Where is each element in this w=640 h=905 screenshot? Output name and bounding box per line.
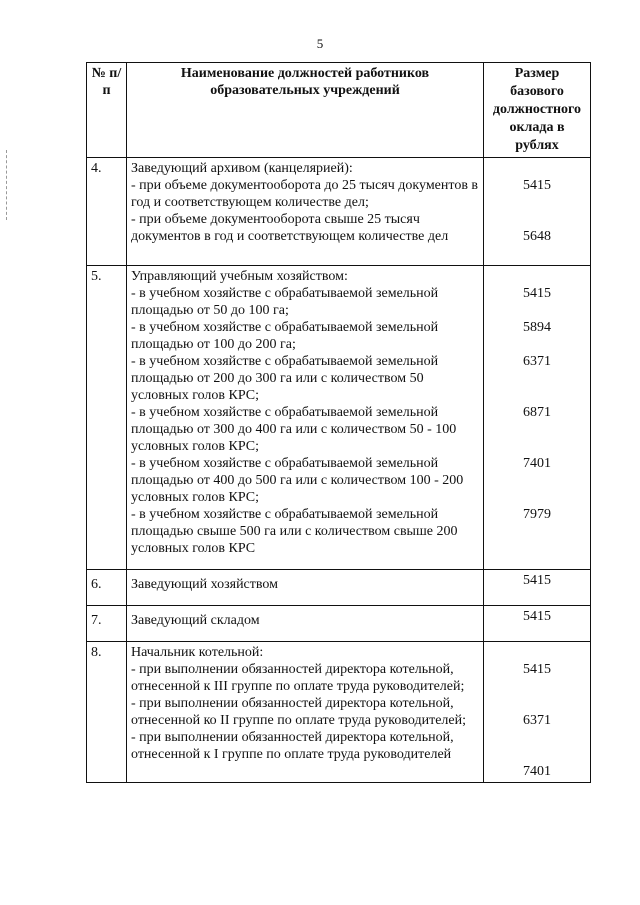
row-item-text: - в учебном хозяйстве с обрабатываемой земельной площадью от 50 до 100 га; <box>131 286 439 318</box>
row-item-text: - в учебном хозяйстве с обрабатываемой земельной площадью от 300 до 400 га или с количеством 50 - 100 условных голов КРС; <box>131 405 457 454</box>
row-item-text: - при объеме документооборота свыше 25 тысяч документов в год и соответствующем количестве дел <box>131 212 449 244</box>
header-position <box>127 63 484 158</box>
row-number: 5. <box>87 266 127 570</box>
salary-value: 7979 <box>523 507 551 522</box>
header-position-line-1: Наименование должностей работников <box>180 66 430 81</box>
salary-value: 5648 <box>523 229 551 244</box>
row-values <box>484 642 591 783</box>
row-description <box>127 266 484 570</box>
table-row <box>87 570 591 606</box>
salary-value: 5894 <box>523 320 551 335</box>
row-title: Управляющий учебным хозяйством: <box>131 269 348 284</box>
header-salary-line: оклада в <box>509 120 565 135</box>
row-title: Заведующий архивом (канцелярией): <box>131 161 353 176</box>
row-number: 6. <box>87 570 127 606</box>
row-item-text: - в учебном хозяйстве с обрабатываемой земельной площадью от 100 до 200 га; <box>131 320 439 352</box>
row-item-text: - при выполнении обязанностей директора котельной, отнесенной к I группе по оплате труда руководителей <box>131 730 454 762</box>
table-row <box>87 606 591 642</box>
row-title: Начальник котельной: <box>131 645 264 660</box>
row-item-text: - при объеме документооборота до 25 тысяч документов в год и соответствующем количестве дел; <box>131 178 479 210</box>
page-number: 5 <box>316 36 324 51</box>
header-salary <box>484 63 591 158</box>
header-row <box>87 63 591 158</box>
row-description <box>127 158 484 266</box>
row-title: Заведующий складом <box>127 606 484 642</box>
salary-value: 5415 <box>523 178 551 193</box>
salary-value: 7401 <box>523 456 551 471</box>
row-values <box>484 266 591 570</box>
row-item-text: - в учебном хозяйстве с обрабатываемой земельной площадью свыше 500 га или с количеством свыше 200 условных голов КРС <box>131 507 458 556</box>
header-number: № п/п <box>87 63 127 158</box>
header-salary-line: Размер <box>514 66 560 81</box>
header-salary-line: базового <box>510 84 564 99</box>
salary-value: 5415 <box>523 286 551 301</box>
header-position-line-2: образовательных учреждений <box>210 83 400 98</box>
row-title: Заведующий хозяйством <box>127 570 484 606</box>
salary-value: 5415 <box>484 606 591 642</box>
table-row <box>87 158 591 266</box>
margin-marks <box>6 150 9 220</box>
table-row <box>87 266 591 570</box>
salary-value: 6871 <box>523 405 551 420</box>
salary-value: 7401 <box>523 764 551 779</box>
row-item-text: - в учебном хозяйстве с обрабатываемой земельной площадью от 400 до 500 га или с количеством 100 - 200 условных голов КРС; <box>131 456 464 505</box>
salary-table <box>86 62 591 783</box>
table-row <box>87 642 591 783</box>
salary-value: 6371 <box>523 354 551 369</box>
salary-value: 6371 <box>523 713 551 728</box>
row-item-text: - в учебном хозяйстве с обрабатываемой земельной площадью от 200 до 300 га или с количеством 50 условных голов КРС; <box>131 354 439 403</box>
row-description <box>127 642 484 783</box>
row-item-text: - при выполнении обязанностей директора котельной, отнесенной к III группе по оплате труда руководителей; <box>131 662 465 694</box>
row-values <box>484 158 591 266</box>
salary-value: 5415 <box>484 570 591 606</box>
row-number: 7. <box>87 606 127 642</box>
row-number: 8. <box>87 642 127 783</box>
header-salary-line: должностного <box>492 102 582 117</box>
row-number: 4. <box>87 158 127 266</box>
header-salary-line: рублях <box>515 138 559 153</box>
row-item-text: - при выполнении обязанностей директора котельной, отнесенной ко II группе по оплате труда руководителей; <box>131 696 466 728</box>
salary-value: 5415 <box>523 662 551 677</box>
